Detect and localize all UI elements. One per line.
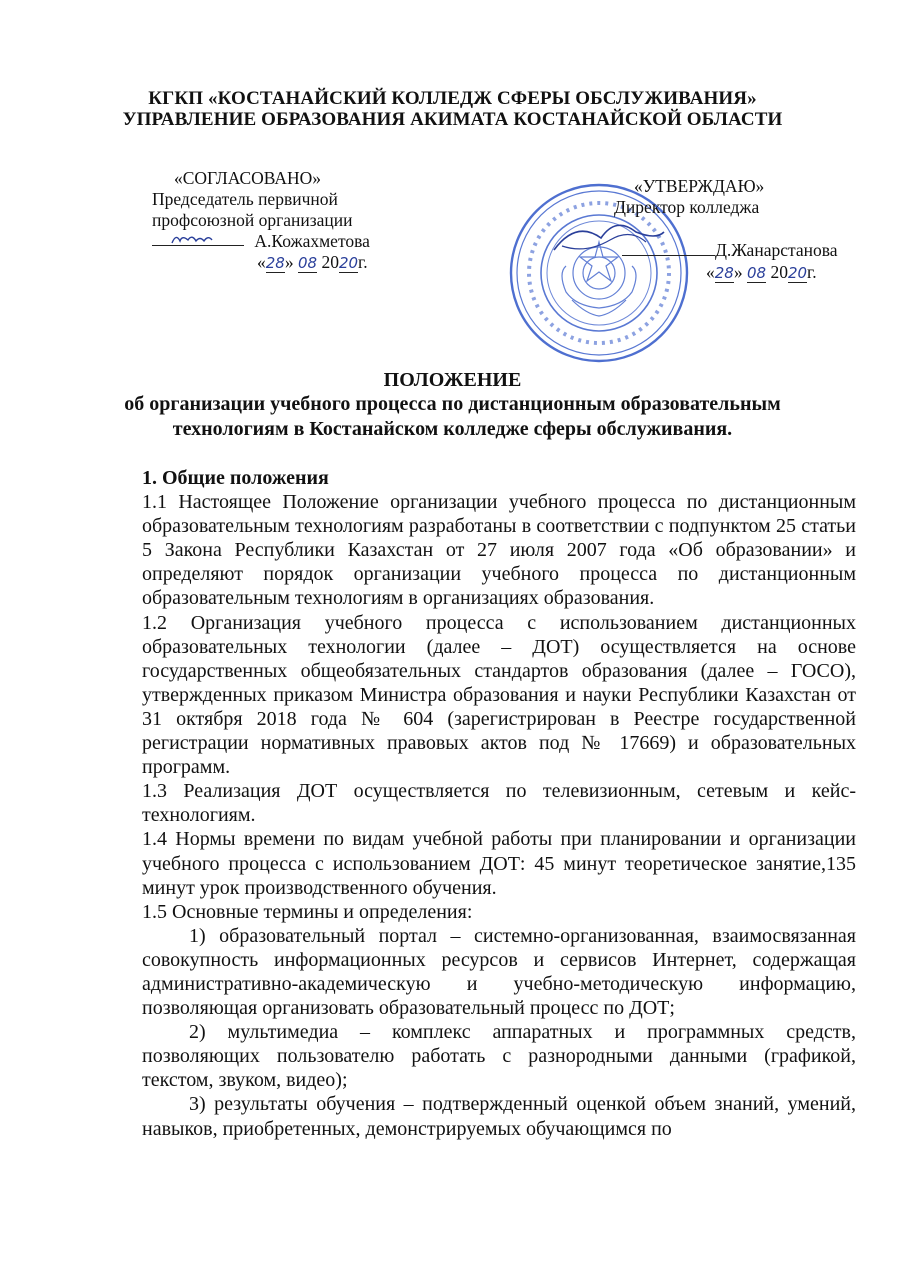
approval-left-block — [152, 168, 370, 274]
date-day-handwritten: 28 — [714, 264, 734, 282]
paragraph-1-4: 1.4 Нормы времени по видам учебной работы при планировании и организации учебного процесса с использованием ДОТ: 45 минут теоретическое занятие,135 минут урок производственного обучения. — [142, 828, 856, 899]
document-body — [142, 466, 856, 1141]
document-subtitle-line1: об организации учебного процесса по дистанционным образовательным — [124, 393, 781, 415]
approval-left-signature-row — [152, 231, 370, 252]
approval-right-signature-row — [622, 240, 838, 261]
date-year-handwritten: 20 — [338, 254, 359, 272]
term-3: 3) результаты обучения – подтвержденный оценкой объем знаний, умений, навыков, приобретенных, демонстрируемых обучающимся по — [142, 1093, 856, 1140]
approval-left-date: «28» 08 2020г. — [257, 252, 368, 272]
org-department-line: УПРАВЛЕНИЕ ОБРАЗОВАНИЯ АКИМАТА КОСТАНАЙСКОЙ ОБЛАСТИ — [122, 109, 783, 130]
approval-left-role-line1: Председатель первичной — [152, 189, 338, 209]
term-1: 1) образовательный портал – системно-организованная, взаимосвязанная совокупность информационных ресурсов и сервисов Интернет, содержащая административно-академическую и учебно-методическую информацию, позволяющая организовать образовательный процесс по ДОТ; — [142, 924, 856, 1020]
approval-right-date: «28» 08 2020г. — [706, 262, 817, 282]
approval-right-name: Д.Жанарстанова — [715, 240, 838, 260]
approval-left-name: А.Кожахметова — [254, 231, 370, 251]
date-month-handwritten: 08 — [297, 254, 318, 272]
date-month-handwritten: 08 — [746, 264, 767, 282]
paragraph-1-3: 1.3 Реализация ДОТ осуществляется по телевизионным, сетевым и кейс-технологиям. — [142, 780, 856, 827]
section-heading: 1. Общие положения — [142, 467, 329, 489]
document-title: ПОЛОЖЕНИЕ — [383, 369, 522, 391]
paragraph-1-2: 1.2 Организация учебного процесса с использованием дистанционных образовательных технологии (далее – ДОТ) осуществляется на основе государственных общеобязательных стандартов образования (далее – ГОСО), утвержденных приказом Министра образования и науки Республики Казахстан от 31 октября 2018 года № 604 (зарегистрирован в Реестре государственной регистрации нормативных правовых актов под № 17669) и образовательных программ. — [142, 611, 856, 779]
approval-left-heading: «СОГЛАСОВАНО» — [174, 168, 322, 188]
approval-right-heading: «УТВЕРЖДАЮ» — [634, 176, 765, 196]
signature-line — [152, 231, 244, 246]
org-name-line: КГКП «КОСТАНАЙСКИЙ КОЛЛЕДЖ СФЕРЫ ОБСЛУЖИВАНИЯ» — [148, 88, 757, 109]
signature-line-right — [622, 241, 715, 256]
date-day-handwritten: 28 — [265, 254, 285, 272]
approval-left-role-line2: профсоюзной организации — [152, 210, 353, 230]
term-2: 2) мультимедиа – комплекс аппаратных и программных средств, позволяющих пользователю работать с разнородными данными (графикой, текстом, звуком, видео); — [142, 1021, 856, 1092]
approval-right-block — [604, 176, 764, 218]
document-subtitle-line2: технологиям в Костанайском колледже сферы обслуживания. — [172, 418, 733, 440]
paragraph-1-1: 1.1 Настоящее Положение организации учебного процесса по дистанционным образовательным технологиям разработаны в соответствии с подпунктом 25 статьи 5 Закона Республики Казахстан от 27 июля 2007 года «Об образовании» и определяют порядок организации учебного процесса по дистанционным образовательным технологиям в организациях образования. — [142, 491, 856, 610]
paragraph-1-5: 1.5 Основные термины и определения: — [142, 900, 473, 923]
date-year-handwritten: 20 — [787, 264, 808, 282]
handwritten-signature-left — [152, 231, 244, 247]
approval-right-role: Директор колледжа — [614, 197, 760, 217]
